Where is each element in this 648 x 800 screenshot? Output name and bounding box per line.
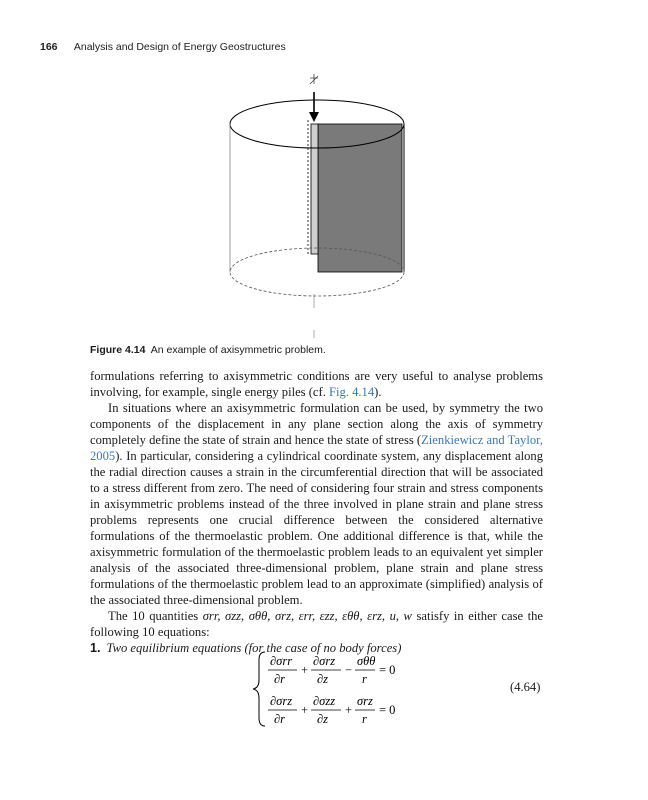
list-item-number: 1. [90, 641, 101, 655]
figure-drawing [200, 68, 440, 340]
eq1-den2: ∂z [317, 672, 329, 686]
equation-drawing [255, 648, 415, 730]
eq2-den1: ∂r [274, 712, 286, 726]
paragraph-1 [90, 368, 543, 400]
list-item-text: Two equilibrium equations (for the case of no body forces) [106, 641, 402, 655]
eq2-rhs: = 0 [379, 703, 396, 717]
pile [311, 124, 318, 254]
eq1-num3: σθθ [357, 654, 376, 668]
para2-text: In situations where an axisymmetric formulation can be used, by symmetry the two components of the displacement in any plane section along the axis of symmetry completely define the state of strain and hence the state of stress ( [90, 401, 543, 447]
eq2-op1: + [301, 703, 309, 717]
paragraph-3 [90, 608, 543, 640]
axis-symbol-icon [310, 74, 318, 84]
page-number: 166 [40, 41, 58, 53]
eq1-op2: − [345, 663, 353, 677]
eq1-rhs: = 0 [379, 663, 396, 677]
para1-text: formulations referring to axisymmetric conditions are very useful to analyse problems involving, for example, single energy piles (cf. [90, 369, 543, 399]
eq2-num2: ∂σzz [313, 694, 336, 708]
figure-label: Figure 4.14 [90, 344, 146, 356]
eq1-num2: ∂σrz [313, 654, 336, 668]
figure-caption-text: An example of axisymmetric problem. [150, 344, 326, 356]
equation-brace [253, 652, 265, 726]
eq1-den3: r [362, 672, 367, 686]
figure-reference-link[interactable]: Fig. 4.14 [329, 385, 375, 399]
body-text [90, 368, 543, 656]
eq1-num1: ∂σrr [270, 654, 293, 668]
eq1-op1: + [301, 663, 309, 677]
paragraph-2 [90, 400, 543, 608]
eq2-op2: + [345, 703, 353, 717]
para3-text-end: satisfy in either case the following 10 equations: [90, 609, 543, 639]
eq1-den1: ∂r [274, 672, 286, 686]
eq2-num3: σrz [357, 694, 373, 708]
figure-caption [90, 344, 326, 356]
para1-text-end: ). [374, 385, 382, 399]
running-header [40, 41, 286, 53]
shaded-section [318, 124, 402, 272]
equation-4-64 [255, 648, 415, 730]
eq2-num1: ∂σrz [270, 694, 293, 708]
citation-link[interactable]: Zienkiewicz and Taylor, 2005 [90, 433, 543, 463]
eq2-den2: ∂z [317, 712, 329, 726]
running-title: Analysis and Design of Energy Geostructures [73, 41, 286, 53]
para3-text: The 10 quantities [108, 609, 203, 623]
quantities-list: σrr, σzz, σθθ, σrz, εrr, εzz, εθθ, εrz, u, w [202, 609, 412, 623]
para2-text-end: ). In particular, considering a cylindrical coordinate system, any displacement along the radial direction causes a strain in the circumferential direction that will be associated to a stress different from zero. The need of considering four strain and stress components in axisymmetric problems instead of the three involved in plane strain and plane stress problems represents one crucial difference between the considered alternative formulations of the thermoelastic problem. One additional difference is that, while the axisymmetric formulation of the thermoelastic problem leads to an equivalent yet simpler analysis of the associated three-dimensional problem, plane strain and plane stress formulations of the thermoelastic problem lead to an approximate (simplified) analysis of the associated three-dimensional problem. [90, 449, 543, 607]
axisymmetric-figure [200, 68, 440, 340]
equation-number: (4.64) [510, 680, 541, 694]
eq2-den3: r [362, 712, 367, 726]
load-arrow-head [309, 112, 319, 122]
